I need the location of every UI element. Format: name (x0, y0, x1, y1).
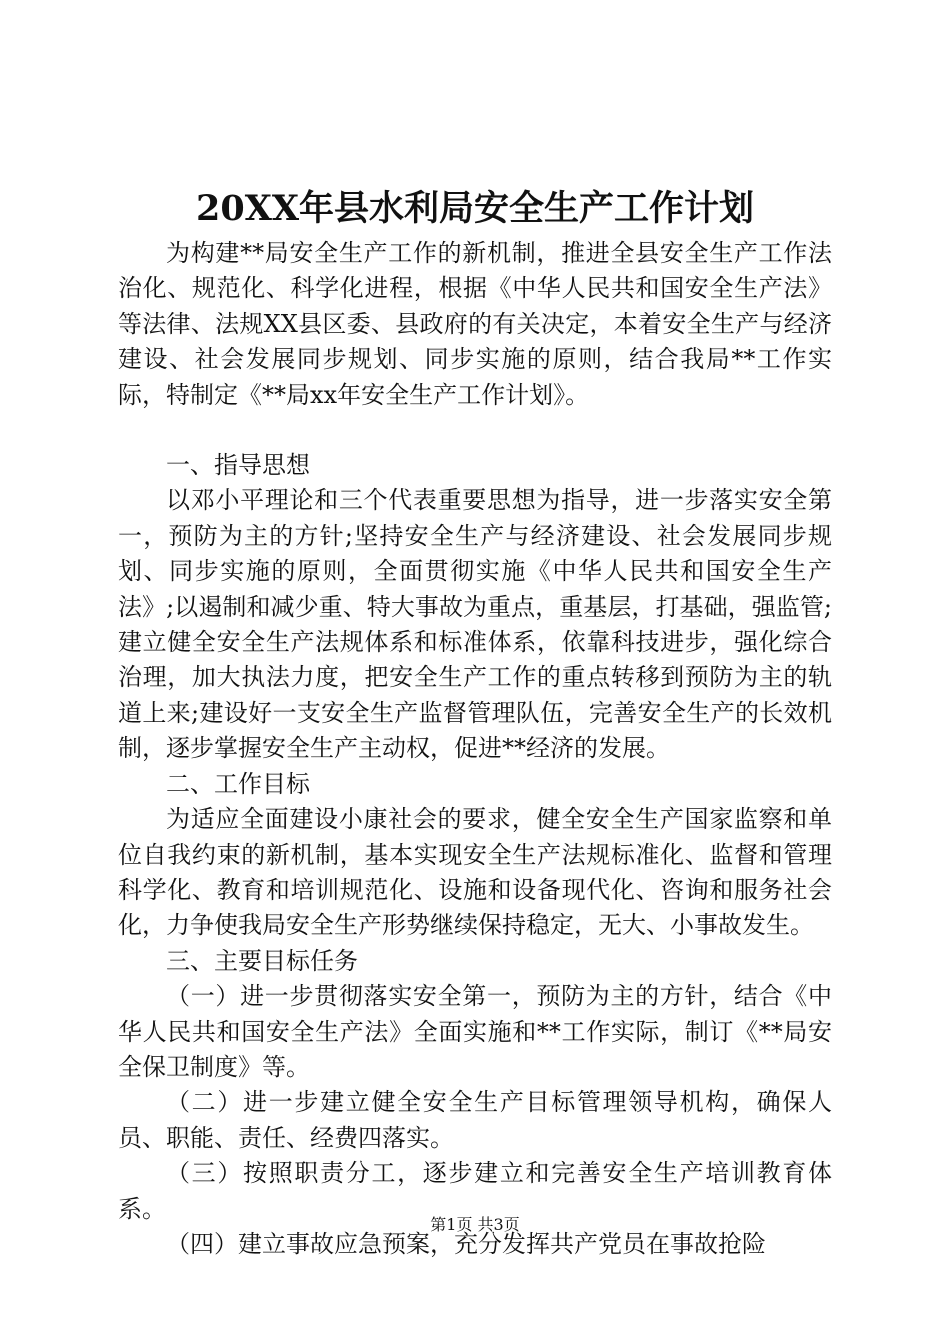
section-heading-main-tasks: 三、主要目标任务 (166, 946, 358, 975)
section-paragraph: 为适应全面建设小康社会的要求，健全安全生产国家监察和单位自我约束的新机制，基本实现安全生产法规标准化、监督和管理科学化、教育和培训规范化、设施和设备现代化、咨询和服务社会化，力争使我局安全生产形势继续保持稳定，无大、小事故发生。 (118, 805, 832, 940)
section-paragraph: 以邓小平理论和三个代表重要思想为指导，进一步落实安全第一，预防为主的方针;坚持安全生产与经济建设、社会发展同步规划、同步实施的原则，全面贯彻实施《中华人民共和国安全生产法》;以遏制和减少重、特大事故为重点，重基层，打基础，强监管;建立健全安全生产法规体系和标准体系，依靠科技进步，强化综合治理，加大执法力度，把安全生产工作的重点转移到预防为主的轨道上来;建设好一支安全生产监督管理队伍，完善安全生产的长效机制，逐步掌握安全生产主动权，促进**经济的发展。 (118, 486, 832, 763)
intro-paragraph: 为构建**局安全生产工作的新机制，推进全县安全生产工作法治化、规范化、科学化进程，根据《中华人民共和国安全生产法》等法律、法规XX县区委、县政府的有关决定，本着安全生产与经济建设、社会发展同步规划、同步实施的原则，结合我局**工作实际，特制定《**局xx年安全生产工作计划》。 (118, 239, 832, 409)
task-item: （二）进一步建立健全安全生产目标管理领导机构，确保人员、职能、责任、经费四落实。 (118, 1088, 832, 1152)
task-item: （三）按照职责分工，逐步建立和完善安全生产培训教育体系。 (118, 1159, 832, 1223)
page-number-footer: 第1页 共3页 (430, 1215, 520, 1234)
task-item: （一）进一步贯彻落实安全第一，预防为主的方针，结合《中华人民共和国安全生产法》全面实施和**工作实际，制订《**局安全保卫制度》等。 (118, 982, 832, 1081)
document-body (118, 236, 832, 1262)
task-item: （四）建立事故应急预案，充分发挥共产党员在事故抢险 (166, 1229, 766, 1258)
section-heading-guiding-ideology: 一、指导思想 (166, 451, 310, 480)
section-heading-work-goals: 二、工作目标 (166, 769, 310, 798)
paragraph-spacer (118, 413, 832, 448)
document-title: 20XX年县水利局安全生产工作计划 (195, 188, 755, 229)
